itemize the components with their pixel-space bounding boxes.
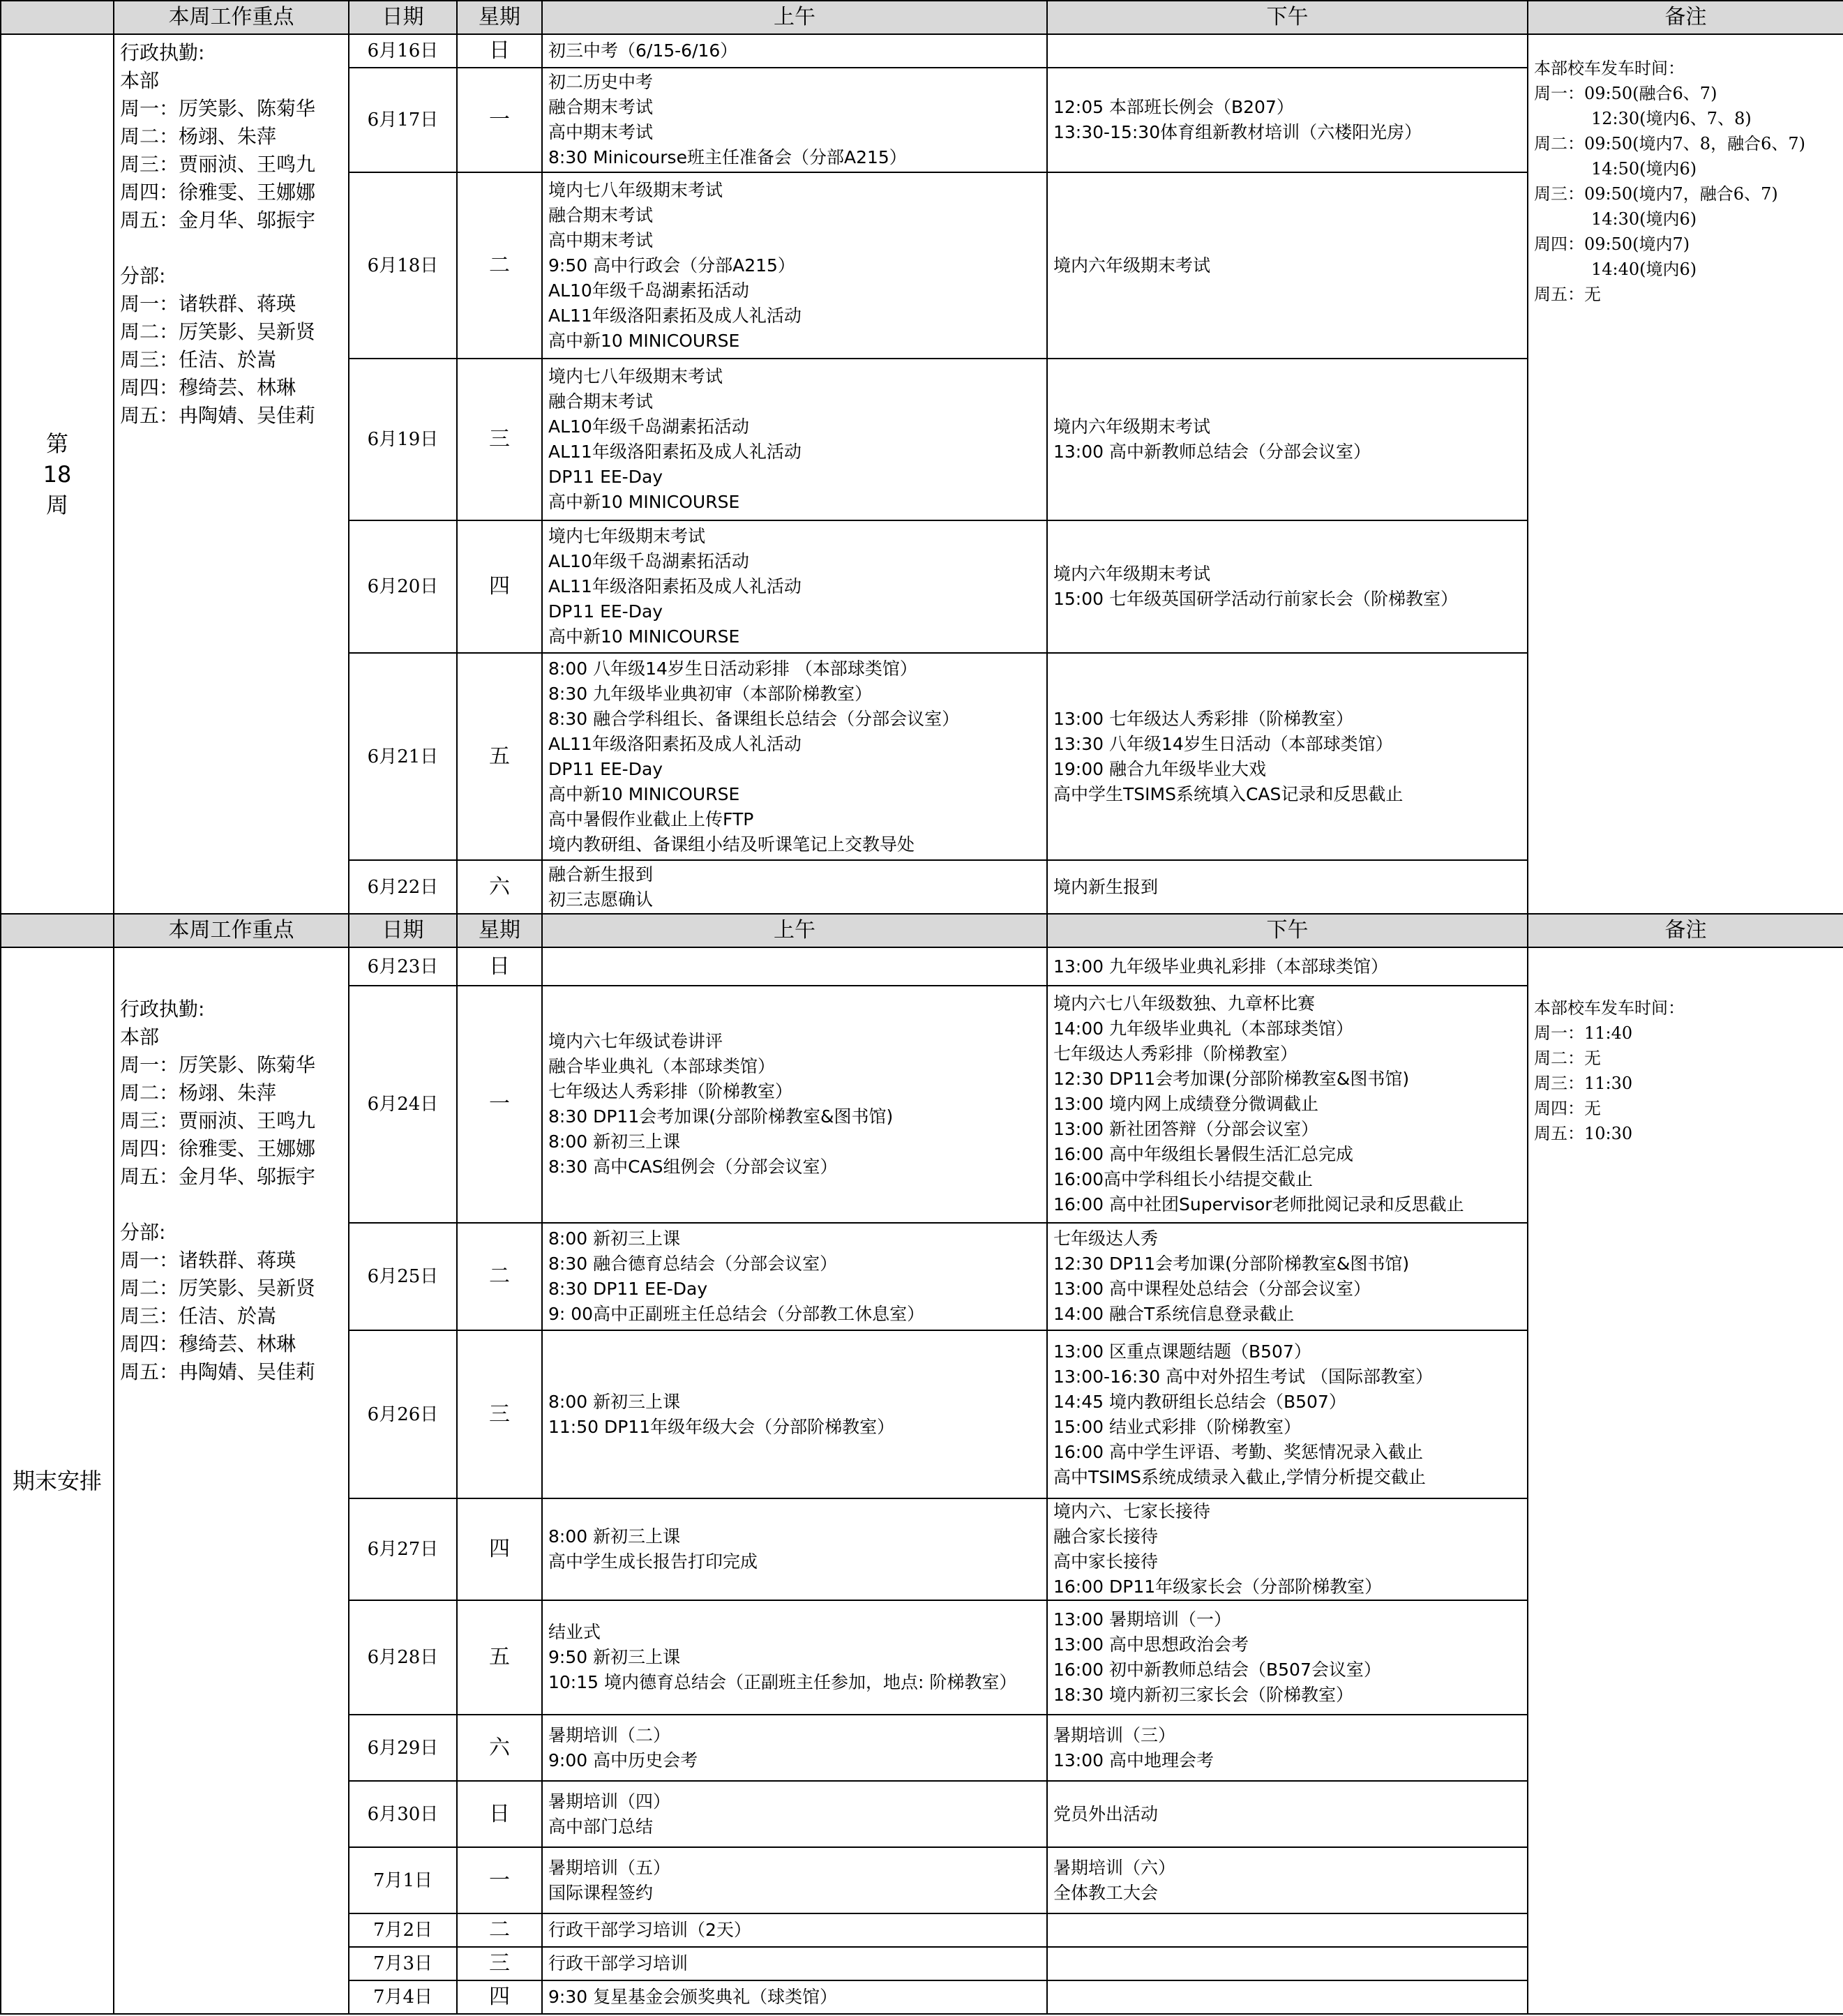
afternoon-cell xyxy=(1047,1980,1528,2014)
afternoon-item: 13:00 高中新教师总结会（分部会议室） xyxy=(1053,442,1371,462)
morning-item: 9:50 高中行政会（分部A215） xyxy=(548,255,795,276)
day-row xyxy=(1,34,1843,68)
duty-line: 周五：冉陶婧、吴佳莉 xyxy=(120,404,316,427)
date-cell: 6月18日 xyxy=(349,172,457,359)
header-row xyxy=(1,1,1843,34)
morning-item: 七年级达人秀彩排（阶梯教室） xyxy=(548,1081,793,1101)
bus-time: 周一：11:40 xyxy=(1534,1023,1633,1043)
weekday-cell: 一 xyxy=(457,68,542,172)
morning-cell xyxy=(542,1715,1047,1781)
morning-item: 高中期末考试 xyxy=(548,122,654,142)
morning-cell xyxy=(542,1980,1047,2014)
morning-item: 行政干部学习培训（2天） xyxy=(548,1920,751,1940)
afternoon-item: 全体教工大会 xyxy=(1053,1882,1159,1903)
duty-roster xyxy=(114,947,349,2014)
afternoon-item: 15:00 七年级英国研学活动行前家长会（阶梯教室） xyxy=(1053,589,1458,609)
date-cell: 6月21日 xyxy=(349,653,457,860)
afternoon-item: 境内六七八年级数独、九章杯比赛 xyxy=(1053,993,1316,1014)
afternoon-cell xyxy=(1047,34,1528,68)
morning-cell xyxy=(542,986,1047,1223)
date-cell: 6月22日 xyxy=(349,860,457,914)
weekday-cell: 日 xyxy=(457,947,542,986)
morning-cell xyxy=(542,68,1047,172)
afternoon-item: 境内新生报到 xyxy=(1053,876,1159,897)
morning-item: 9:00 高中历史会考 xyxy=(548,1750,698,1770)
afternoon-item: 16:00 高中社团Supervisor老师批阅记录和反思截止 xyxy=(1053,1194,1464,1214)
morning-item: 高中新10 MINICOURSE xyxy=(548,492,740,512)
morning-item: 9: 00高中正副班主任总结会（分部教工休息室） xyxy=(548,1304,925,1324)
afternoon-item: 13:00 区重点课题结题（B507） xyxy=(1053,1341,1311,1362)
afternoon-item: 暑期培训（六） xyxy=(1053,1857,1176,1878)
afternoon-item: 境内六、七家长接待 xyxy=(1053,1501,1211,1521)
bus-time: 周四：09:50(境内7) xyxy=(1534,234,1690,254)
morning-item: 境内教研组、备课组小结及听课笔记上交教导处 xyxy=(548,834,915,855)
afternoon-item: 13:00 高中思想政治会考 xyxy=(1053,1634,1249,1655)
weekday-cell: 一 xyxy=(457,986,542,1223)
weekday-cell: 二 xyxy=(457,172,542,359)
bus-time: 周五：10:30 xyxy=(1534,1124,1633,1143)
header-note: 备注 xyxy=(1528,1,1843,34)
duty-line: 周三：贾丽浈、王鸣九 xyxy=(120,1109,316,1132)
morning-cell xyxy=(542,947,1047,986)
morning-item: 暑期培训（二） xyxy=(548,1724,671,1745)
morning-cell xyxy=(542,1781,1047,1847)
afternoon-cell xyxy=(1047,1781,1528,1847)
morning-item: 融合新生报到 xyxy=(548,864,654,885)
morning-item: 境内七年级期末考试 xyxy=(548,526,706,546)
afternoon-item: 高中学生TSIMS系统填入CAS记录和反思截止 xyxy=(1053,783,1404,804)
morning-item: 8:30 DP11会考加课(分部阶梯教室&图书馆) xyxy=(548,1106,894,1127)
date-cell: 7月3日 xyxy=(349,1947,457,1980)
morning-item: 高中学生成长报告打印完成 xyxy=(548,1551,758,1572)
afternoon-item: 13:00 暑期培训（一） xyxy=(1053,1609,1231,1630)
morning-item: AL11年级洛阳素拓及成人礼活动 xyxy=(548,305,802,326)
morning-item: 高中部门总结 xyxy=(548,1816,654,1837)
duty-line: 周一：厉笑影、陈菊华 xyxy=(120,1053,316,1076)
date-cell: 6月19日 xyxy=(349,359,457,520)
duty-group-main: 本部 xyxy=(120,69,160,92)
date-cell: 6月30日 xyxy=(349,1781,457,1847)
morning-cell xyxy=(542,520,1047,653)
morning-cell xyxy=(542,172,1047,359)
morning-cell xyxy=(542,1223,1047,1330)
date-cell: 6月25日 xyxy=(349,1223,457,1330)
bus-time: 12:30(境内6、7、8) xyxy=(1591,109,1752,128)
morning-item: 行政干部学习培训 xyxy=(548,1953,689,1973)
bus-time: 14:40(境内6) xyxy=(1591,259,1697,279)
morning-item: 境内七八年级期末考试 xyxy=(548,179,723,200)
afternoon-item: 13:00 高中地理会考 xyxy=(1053,1750,1214,1770)
morning-cell xyxy=(542,1847,1047,1913)
morning-item: AL10年级千岛湖素拓活动 xyxy=(548,280,749,301)
bus-time: 周一：09:50(融合6、7) xyxy=(1534,84,1717,103)
date-cell: 7月2日 xyxy=(349,1913,457,1947)
duty-group-main: 本部 xyxy=(120,1025,160,1048)
afternoon-item: 高中TSIMS系统成绩录入截止,学情分析提交截止 xyxy=(1053,1466,1426,1487)
header-pm: 下午 xyxy=(1047,1,1528,34)
duty-line: 周四：徐雅雯、王娜娜 xyxy=(120,181,316,204)
afternoon-item: 12:05 本部班长例会（B207） xyxy=(1053,97,1294,117)
week-label xyxy=(1,34,114,914)
afternoon-item: 12:30 DP11会考加课(分部阶梯教室&图书馆) xyxy=(1053,1254,1410,1274)
morning-item: 初三中考（6/15-6/16） xyxy=(548,40,738,61)
afternoon-item: 高中家长接待 xyxy=(1053,1551,1159,1572)
header-date: 日期 xyxy=(349,914,457,947)
afternoon-item: 18:30 境内新初三家长会（阶梯教室） xyxy=(1053,1685,1353,1705)
afternoon-cell xyxy=(1047,1498,1528,1600)
duty-line: 周一：厉笑影、陈菊华 xyxy=(120,97,316,120)
afternoon-item: 14:00 九年级毕业典礼（本部球类馆） xyxy=(1053,1018,1353,1039)
header-am: 上午 xyxy=(542,914,1047,947)
week-label-line: 期末安排 xyxy=(12,1467,102,1494)
morning-cell xyxy=(542,359,1047,520)
morning-item: 初三志愿确认 xyxy=(548,889,654,910)
duty-group-branch: 分部: xyxy=(120,264,166,287)
morning-item: 9:50 新初三上课 xyxy=(548,1647,681,1667)
morning-item: DP11 EE-Day xyxy=(548,601,663,622)
bus-time: 周三：09:50(境内7，融合6、7) xyxy=(1534,184,1778,204)
duty-title: 行政执勤: xyxy=(120,998,205,1021)
afternoon-item: 14:45 境内教研组长总结会（B507） xyxy=(1053,1391,1346,1412)
morning-cell xyxy=(542,653,1047,860)
morning-item: AL10年级千岛湖素拓活动 xyxy=(548,416,749,437)
morning-item: 暑期培训（四） xyxy=(548,1791,671,1812)
afternoon-item: 16:00 高中年级组长暑假生活汇总完成 xyxy=(1053,1144,1353,1164)
morning-item: 8:30 融合德育总结会（分部会议室） xyxy=(548,1254,838,1274)
afternoon-cell xyxy=(1047,1600,1528,1715)
afternoon-item: 12:30 DP11会考加课(分部阶梯教室&图书馆) xyxy=(1053,1069,1410,1089)
afternoon-cell xyxy=(1047,1715,1528,1781)
weekday-cell: 日 xyxy=(457,34,542,68)
header-note: 备注 xyxy=(1528,914,1843,947)
header-week xyxy=(1,914,114,947)
weekday-cell: 四 xyxy=(457,520,542,653)
date-cell: 6月28日 xyxy=(349,1600,457,1715)
morning-item: DP11 EE-Day xyxy=(548,758,663,779)
weekday-cell: 四 xyxy=(457,1498,542,1600)
weekday-cell: 三 xyxy=(457,1947,542,1980)
morning-cell xyxy=(542,1498,1047,1600)
duty-group-branch: 分部: xyxy=(120,1221,166,1244)
date-cell: 7月1日 xyxy=(349,1847,457,1913)
morning-item: 8:30 融合学科组长、备课组长总结会（分部会议室） xyxy=(548,708,960,729)
date-cell: 6月27日 xyxy=(349,1498,457,1600)
weekday-cell: 三 xyxy=(457,359,542,520)
duty-line: 周二：杨翊、朱萍 xyxy=(120,125,277,148)
duty-line: 周三：任洁、於嵩 xyxy=(120,1304,277,1327)
duty-line: 周五：金月华、邬振宇 xyxy=(120,209,316,232)
week-label-line: 第 xyxy=(45,430,68,457)
date-cell: 6月17日 xyxy=(349,68,457,172)
header-week xyxy=(1,1,114,34)
morning-item: AL10年级千岛湖素拓活动 xyxy=(548,551,749,571)
duty-roster xyxy=(114,34,349,914)
morning-item: 高中期末考试 xyxy=(548,230,654,250)
header-focus: 本周工作重点 xyxy=(114,1,349,34)
schedule-body xyxy=(1,1,1843,2014)
afternoon-item: 境内六年级期末考试 xyxy=(1053,416,1211,437)
afternoon-item: 19:00 融合九年级毕业大戏 xyxy=(1053,758,1266,779)
afternoon-cell xyxy=(1047,1330,1528,1498)
afternoon-cell xyxy=(1047,68,1528,172)
afternoon-item: 境内六年级期末考试 xyxy=(1053,564,1211,584)
duty-line: 周二：厉笑影、吴新贤 xyxy=(120,1277,316,1300)
afternoon-item: 13:30 八年级14岁生日活动（本部球类馆） xyxy=(1053,733,1393,754)
date-cell: 6月29日 xyxy=(349,1715,457,1781)
morning-item: 8:30 DP11 EE-Day xyxy=(548,1279,708,1299)
duty-line: 周一：诸轶群、蒋瑛 xyxy=(120,1249,296,1272)
afternoon-item: 16:00 高中学生评语、考勤、奖惩情况录入截止 xyxy=(1053,1441,1423,1462)
afternoon-cell xyxy=(1047,653,1528,860)
afternoon-item: 13:00-16:30 高中对外招生考试 （国际部教室） xyxy=(1053,1366,1434,1387)
weekday-cell: 六 xyxy=(457,1715,542,1781)
afternoon-item: 党员外出活动 xyxy=(1053,1803,1159,1824)
header-row xyxy=(1,914,1843,947)
morning-item: AL11年级洛阳素拓及成人礼活动 xyxy=(548,442,802,462)
afternoon-item: 13:30-15:30体育组新教材培训（六楼阳光房） xyxy=(1053,122,1422,142)
weekday-cell: 六 xyxy=(457,860,542,914)
header-dow: 星期 xyxy=(457,914,542,947)
afternoon-item: 14:00 融合T系统信息登录截止 xyxy=(1053,1304,1295,1324)
afternoon-cell xyxy=(1047,359,1528,520)
afternoon-item: 13:00 九年级毕业典礼彩排（本部球类馆） xyxy=(1053,956,1388,977)
morning-item: 8:30 九年级毕业典初审（本部阶梯教室） xyxy=(548,683,873,704)
afternoon-cell xyxy=(1047,1947,1528,1980)
bus-time: 周三：11:30 xyxy=(1534,1074,1633,1093)
morning-item: 初二历史中考 xyxy=(548,72,654,92)
afternoon-cell xyxy=(1047,860,1528,914)
weekday-cell: 五 xyxy=(457,1600,542,1715)
morning-cell xyxy=(542,1600,1047,1715)
duty-line: 周四：徐雅雯、王娜娜 xyxy=(120,1137,316,1160)
morning-item: 境内七八年级期末考试 xyxy=(548,366,723,386)
bus-time: 周五：无 xyxy=(1534,285,1601,304)
afternoon-cell xyxy=(1047,172,1528,359)
afternoon-item: 暑期培训（三） xyxy=(1053,1724,1176,1745)
header-focus: 本周工作重点 xyxy=(114,914,349,947)
notes-cell xyxy=(1528,34,1843,914)
morning-cell xyxy=(542,34,1047,68)
afternoon-cell xyxy=(1047,1847,1528,1913)
morning-item: 结业式 xyxy=(548,1622,601,1642)
weekday-cell: 二 xyxy=(457,1223,542,1330)
morning-item: 高中新10 MINICOURSE xyxy=(548,783,740,804)
notes-cell xyxy=(1528,947,1843,2014)
afternoon-item: 13:00 七年级达人秀彩排（阶梯教室） xyxy=(1053,708,1353,729)
header-am: 上午 xyxy=(542,1,1047,34)
header-pm: 下午 xyxy=(1047,914,1528,947)
morning-item: 8:00 新初三上课 xyxy=(548,1228,681,1249)
morning-item: 国际课程签约 xyxy=(548,1882,654,1903)
week-label xyxy=(1,947,114,2014)
weekday-cell: 日 xyxy=(457,1781,542,1847)
bus-time: 周二：无 xyxy=(1534,1048,1601,1068)
morning-item: 8:00 八年级14岁生日活动彩排 （本部球类馆） xyxy=(548,658,917,679)
weekday-cell: 二 xyxy=(457,1913,542,1947)
day-row xyxy=(1,947,1843,986)
morning-cell xyxy=(542,1913,1047,1947)
morning-item: 11:50 DP11年级年级大会（分部阶梯教室） xyxy=(548,1416,895,1437)
afternoon-item: 16:00 DP11年级家长会（分部阶梯教室） xyxy=(1053,1577,1383,1597)
duty-line: 周三：贾丽浈、王鸣九 xyxy=(120,153,316,176)
weekday-cell: 五 xyxy=(457,653,542,860)
afternoon-item: 七年级达人秀 xyxy=(1053,1228,1159,1249)
morning-item: 9:30 复星基金会颁奖典礼（球类馆） xyxy=(548,1987,838,2007)
duty-line: 周二：厉笑影、吴新贤 xyxy=(120,320,316,343)
bus-title: 本部校车发车时间： xyxy=(1534,59,1685,78)
morning-item: AL11年级洛阳素拓及成人礼活动 xyxy=(548,733,802,754)
morning-item: 高中新10 MINICOURSE xyxy=(548,330,740,351)
afternoon-cell xyxy=(1047,1223,1528,1330)
bus-title: 本部校车发车时间： xyxy=(1534,998,1685,1018)
date-cell: 6月23日 xyxy=(349,947,457,986)
week-label-line: 周 xyxy=(45,491,68,518)
bus-time: 周四：无 xyxy=(1534,1099,1601,1118)
afternoon-item: 13:00 境内网上成绩登分微调截止 xyxy=(1053,1094,1318,1114)
date-cell: 6月24日 xyxy=(349,986,457,1223)
duty-title: 行政执勤: xyxy=(120,41,205,64)
morning-item: 8:00 新初三上课 xyxy=(548,1131,681,1152)
morning-item: 融合期末考试 xyxy=(548,204,654,225)
afternoon-item: 16:00 初中新教师总结会（B507会议室） xyxy=(1053,1660,1381,1680)
morning-item: AL11年级洛阳素拓及成人礼活动 xyxy=(548,576,802,596)
duty-line: 周三：任洁、於嵩 xyxy=(120,348,277,371)
morning-item: 融合期末考试 xyxy=(548,391,654,412)
morning-item: 10:15 境内德育总结会（正副班主任参加，地点: 阶梯教室） xyxy=(548,1672,1017,1692)
duty-spacer xyxy=(120,1191,343,1219)
date-cell: 6月26日 xyxy=(349,1330,457,1498)
header-dow: 星期 xyxy=(457,1,542,34)
date-cell: 7月4日 xyxy=(349,1980,457,2014)
morning-item: DP11 EE-Day xyxy=(548,467,663,487)
morning-cell xyxy=(542,860,1047,914)
weekday-cell: 四 xyxy=(457,1980,542,2014)
duty-line: 周一：诸轶群、蒋瑛 xyxy=(120,292,296,315)
afternoon-item: 境内六年级期末考试 xyxy=(1053,255,1211,276)
afternoon-item: 七年级达人秀彩排（阶梯教室） xyxy=(1053,1044,1298,1064)
morning-item: 8:30 高中CAS组例会（分部会议室） xyxy=(548,1157,838,1177)
afternoon-cell xyxy=(1047,986,1528,1223)
morning-item: 暑期培训（五） xyxy=(548,1857,671,1878)
morning-item: 境内六七年级试卷讲评 xyxy=(548,1031,723,1051)
morning-item: 8:00 新初三上课 xyxy=(548,1526,681,1547)
duty-line: 周四：穆绮芸、林琳 xyxy=(120,376,296,399)
morning-cell xyxy=(542,1330,1047,1498)
bus-time: 14:50(境内6) xyxy=(1591,159,1697,179)
afternoon-item: 15:00 结业式彩排（阶梯教室） xyxy=(1053,1416,1301,1437)
bus-time: 14:30(境内6) xyxy=(1591,209,1697,229)
duty-line: 周四：穆绮芸、林琳 xyxy=(120,1332,296,1355)
morning-item: 融合毕业典礼（本部球类馆） xyxy=(548,1056,776,1076)
duty-line: 周五：冉陶婧、吴佳莉 xyxy=(120,1360,316,1383)
date-cell: 6月16日 xyxy=(349,34,457,68)
weekday-cell: 三 xyxy=(457,1330,542,1498)
afternoon-cell xyxy=(1047,1913,1528,1947)
bus-time: 周二：09:50(境内7、8，融合6、7) xyxy=(1534,134,1805,153)
afternoon-item: 13:00 高中课程处总结会（分部会议室） xyxy=(1053,1279,1371,1299)
weekday-cell: 一 xyxy=(457,1847,542,1913)
afternoon-cell xyxy=(1047,947,1528,986)
morning-item: 高中新10 MINICOURSE xyxy=(548,626,740,647)
header-date: 日期 xyxy=(349,1,457,34)
duty-spacer xyxy=(120,234,343,262)
morning-cell xyxy=(542,1947,1047,1980)
duty-line: 周五：金月华、邬振宇 xyxy=(120,1165,316,1188)
afternoon-item: 13:00 新社团答辩（分部会议室） xyxy=(1053,1119,1318,1139)
morning-item: 8:30 Minicourse班主任准备会（分部A215） xyxy=(548,147,907,167)
afternoon-item: 融合家长接待 xyxy=(1053,1526,1159,1547)
morning-item: 融合期末考试 xyxy=(548,97,654,117)
morning-item: 高中暑假作业截止上传FTP xyxy=(548,808,754,829)
duty-line: 周二：杨翊、朱萍 xyxy=(120,1081,277,1104)
date-cell: 6月20日 xyxy=(349,520,457,653)
afternoon-item: 16:00高中学科组长小结提交截止 xyxy=(1053,1169,1314,1189)
week-label-line: 18 xyxy=(43,460,72,488)
morning-item: 8:00 新初三上课 xyxy=(548,1391,681,1412)
afternoon-cell xyxy=(1047,520,1528,653)
